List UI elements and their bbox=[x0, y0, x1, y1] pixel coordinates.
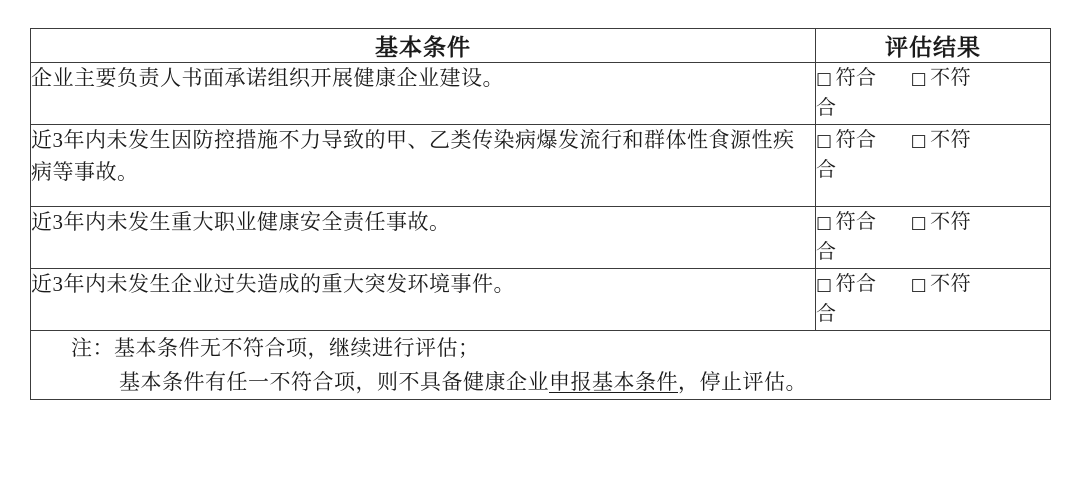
checkbox-not-conform[interactable] bbox=[911, 63, 972, 93]
condition-text: 近3年内未发生因防控措施不力导致的甲、乙类传染病爆发流行和群体性食源性疾病等事故。 bbox=[31, 125, 816, 207]
checkbox-not-conform[interactable] bbox=[911, 207, 972, 237]
note-line-2-underline: 申报基本条件 bbox=[549, 370, 678, 395]
table-row bbox=[31, 63, 1051, 125]
checkbox-conform[interactable] bbox=[816, 63, 877, 93]
checkbox-square-icon: □ bbox=[816, 213, 833, 233]
evaluation-table bbox=[30, 28, 1051, 400]
checkbox-conform[interactable] bbox=[816, 125, 877, 155]
checkbox-conform-label: 符合 bbox=[835, 67, 877, 89]
table-note bbox=[31, 331, 1051, 400]
checkbox-square-icon: □ bbox=[910, 213, 928, 233]
note-label: 注： bbox=[71, 336, 114, 360]
checkbox-square-icon: □ bbox=[816, 69, 833, 89]
checkbox-not-conform-label-part1: 不符 bbox=[930, 67, 972, 89]
note-line-2-after: ，停止评估。 bbox=[678, 370, 807, 395]
result-checkboxes bbox=[816, 269, 1051, 331]
result-checkboxes bbox=[816, 63, 1051, 125]
checkbox-not-conform-label-part2: 合 bbox=[816, 241, 837, 263]
condition-text: 近3年内未发生重大职业健康安全责任事故。 bbox=[31, 207, 816, 269]
checkbox-not-conform-label-part2: 合 bbox=[816, 303, 837, 325]
checkbox-conform-label: 符合 bbox=[835, 129, 877, 151]
note-line-1-text: 基本条件无不符合项，继续进行评估； bbox=[114, 336, 480, 360]
table-row bbox=[31, 207, 1051, 269]
checkbox-conform[interactable] bbox=[816, 269, 877, 299]
checkbox-square-icon: □ bbox=[816, 131, 833, 151]
table-note-row bbox=[31, 331, 1051, 400]
checkbox-not-conform-label-part2: 合 bbox=[816, 159, 837, 181]
table-row bbox=[31, 125, 1051, 207]
checkbox-square-icon: □ bbox=[910, 69, 928, 89]
condition-text: 近3年内未发生企业过失造成的重大突发环境事件。 bbox=[31, 269, 816, 331]
note-line-2 bbox=[31, 365, 1050, 399]
checkbox-not-conform-label-part2: 合 bbox=[816, 97, 837, 119]
checkbox-not-conform[interactable] bbox=[911, 125, 972, 155]
checkbox-not-conform-label-part1: 不符 bbox=[930, 129, 972, 151]
note-line-1 bbox=[31, 331, 1050, 365]
result-checkboxes bbox=[816, 125, 1051, 207]
checkbox-square-icon: □ bbox=[910, 275, 928, 295]
checkbox-conform-label: 符合 bbox=[835, 273, 877, 295]
column-header-result: 评估结果 bbox=[816, 29, 1051, 63]
column-header-condition: 基本条件 bbox=[31, 29, 816, 63]
checkbox-not-conform-label-part1: 不符 bbox=[930, 211, 972, 233]
result-checkboxes bbox=[816, 207, 1051, 269]
note-line-2-before: 基本条件有任一不符合项，则不具备健康企业 bbox=[119, 370, 549, 395]
condition-text: 企业主要负责人书面承诺组织开展健康企业建设。 bbox=[31, 63, 816, 125]
checkbox-square-icon: □ bbox=[816, 275, 833, 295]
checkbox-conform-label: 符合 bbox=[835, 211, 877, 233]
checkbox-not-conform-label-part1: 不符 bbox=[930, 273, 972, 295]
checkbox-conform[interactable] bbox=[816, 207, 877, 237]
checkbox-square-icon: □ bbox=[910, 131, 928, 151]
table-header-row bbox=[31, 29, 1051, 63]
table-row bbox=[31, 269, 1051, 331]
checkbox-not-conform[interactable] bbox=[911, 269, 972, 299]
